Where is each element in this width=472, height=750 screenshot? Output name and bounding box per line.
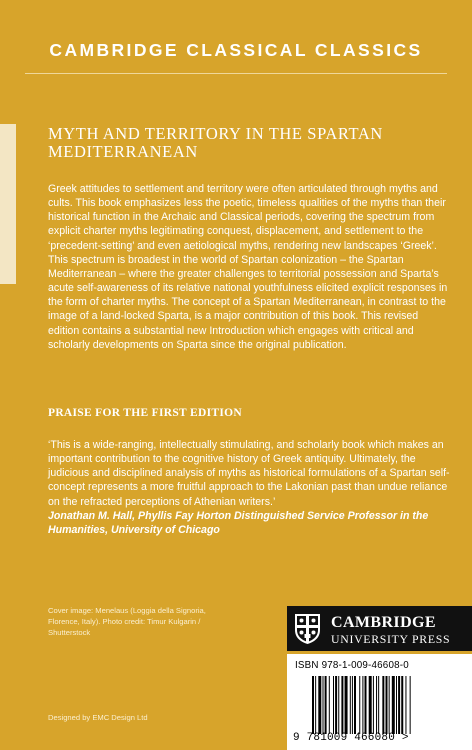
side-accent-bar bbox=[0, 124, 16, 284]
cover-image-credit: Cover image: Menelaus (Loggia della Signoria, Florence, Italy). Photo credit: Timur Kulgarin / Shutterstock bbox=[48, 606, 206, 637]
cambridge-crest-icon bbox=[294, 613, 321, 645]
praise-heading: PRAISE FOR THE FIRST EDITION bbox=[48, 407, 242, 419]
barcode-icon bbox=[312, 676, 457, 734]
barcode-number: 9 781009 466080 > bbox=[293, 732, 409, 744]
publisher-logo bbox=[287, 606, 472, 651]
publisher-name: CAMBRIDGE bbox=[331, 614, 436, 631]
book-description: Greek attitudes to settlement and territory were often articulated through myths and cults. This book emphasizes less the poetic, timeless qualities of the myths than their historical function in the Archaic and Classical periods, covering the spectrum from explicit charter myths legitimating conquest, displacement, and settlement to the ‘precedent-setting’ and even aetiological myths, rendering new landscapes ‘Greek’. This spectrum is broadest in the world of Spartan colonization – the Spartan Mediterranean – where the greater challenges to territorial possession and Sparta’s acute self-awareness of its relative national youthfulness elicited explicit responses in the form of charter myths. The concept of a Spartan Mediterranean, in contrast to the image of a land-locked Sparta, is a major contribution of this book. This revised edition contains a substantial new Introduction which engages with critical and scholarly developments on Sparta since the original publication. bbox=[48, 183, 448, 351]
series-title: CAMBRIDGE CLASSICAL CLASSICS bbox=[49, 40, 423, 60]
publisher-press: UNIVERSITY PRESS bbox=[331, 632, 451, 646]
quote-attribution: Jonathan M. Hall, Phyllis Fay Horton Distinguished Service Professor in the Humanities, University of Chicago bbox=[48, 509, 429, 536]
isbn-label: ISBN 978-1-009-46608-0 bbox=[295, 660, 409, 671]
barcode-area bbox=[287, 654, 472, 750]
book-title: MYTH AND TERRITORY IN THE SPARTAN MEDITERRANEAN bbox=[48, 124, 383, 161]
series-divider bbox=[25, 73, 447, 74]
praise-quote-block bbox=[48, 438, 450, 537]
praise-quote: ‘This is a wide-ranging, intellectually stimulating, and scholarly book which makes an important contribution to the cognitive history of Greek antiquity. Ultimately, the judicious and disciplined analysis of myths as historical formulations of a Spartan self-concept represents a more fruitful approach to the Lakonian past than undue reliance on the refracted perceptions of Athenian writers.’ bbox=[48, 439, 450, 508]
designer-credit: Designed by EMC Design Ltd bbox=[48, 713, 148, 722]
